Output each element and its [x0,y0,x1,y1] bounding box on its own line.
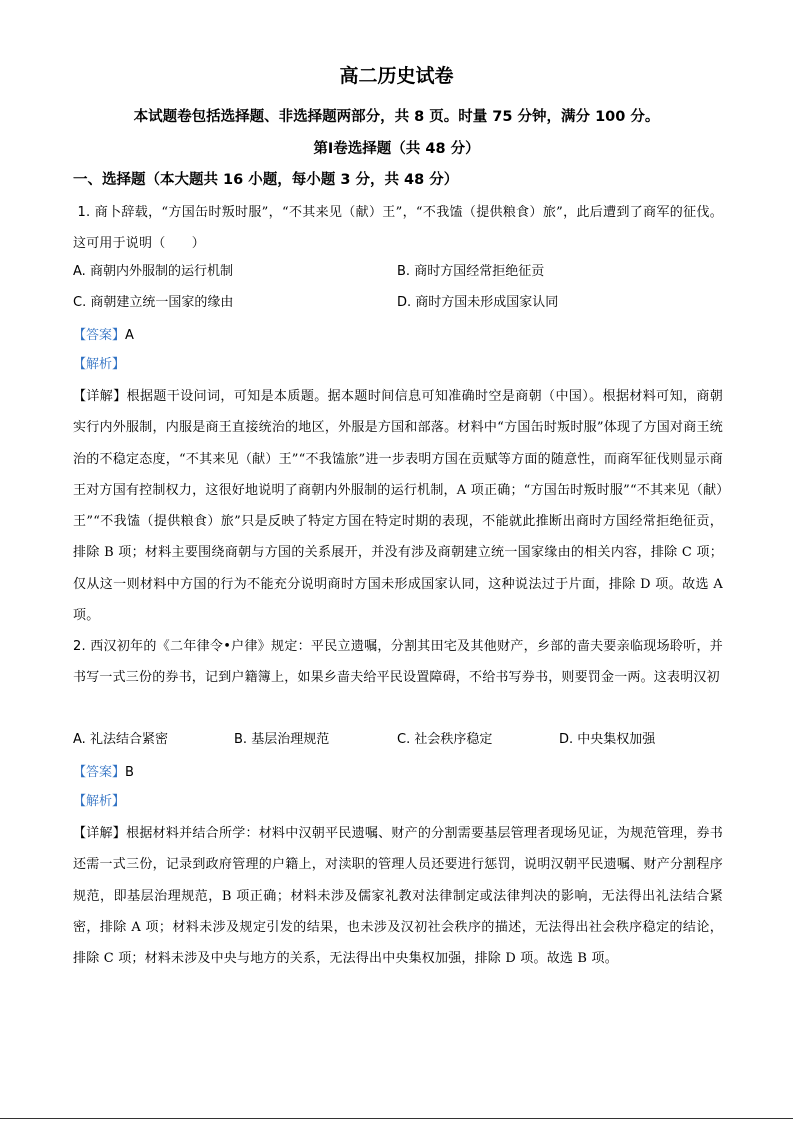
volume-heading: 第Ⅰ卷选择题（共 48 分） [313,141,480,157]
question-2-number: 2. [73,639,86,654]
question-1-option-c: C. 商朝建立统一国家的缘由 [73,295,234,310]
detail-label: 【详解】 [73,826,127,841]
question-2-text: 西汉初年的《二年律令•户律》规定：平民立遗嘱，分割其田宅及其他财产，乡部的啬夫要亲临现场聆听，并书写一式三份的券书，记到户籍簿上，如果乡啬夫给平民设置障碍，不给书写券书，则要罚金一两。这表明汉初 [73,639,723,686]
section-heading: 一、选择题（本大题共 16 小题，每小题 3 分，共 48 分） [73,172,459,188]
question-1-analysis-label: 【解析】 [73,357,126,372]
question-2-option-a: A. 礼法结合紧密 [73,732,168,747]
detail-label: 【详解】 [73,389,127,404]
question-1-option-d: D. 商时方国未形成国家认同 [397,295,559,310]
question-2-option-b: B. 基层治理规范 [234,732,330,747]
question-2-stem [73,631,723,694]
question-2-option-d: D. 中央集权加强 [559,732,656,747]
question-1-text: 商卜辞载，“方国缶时叛时服”，“不其来见（献）王”，“不我馌（提供粮食）旅”，此后遭到了商军的征伐。这可用于说明（ ） [73,205,723,252]
exam-instructions: 本试题卷包括选择题、非选择题两部分，共 8 页。时量 75 分钟，满分 100 分。 [133,109,660,125]
question-2-analysis-label: 【解析】 [73,794,126,809]
question-1-answer: 【答案】A [73,328,134,343]
answer-value: A [125,328,134,343]
page-bottom-rule [0,1118,793,1119]
question-2-answer: 【答案】B [73,765,134,780]
question-1-option-b: B. 商时方国经常拒绝征贡 [397,264,545,279]
question-1-option-a: A. 商朝内外服制的运行机制 [73,264,233,279]
question-1-detail: 【详解】根据题干设问词，可知是本质题。据本题时间信息可知准确时空是商朝（中国）。根据材料可知，商朝实行内外服制，内服是商王直接统治的地区，外服是方国和部落。材料中“方国缶时叛时服”体现了方国对商王统治的不稳定态度，“不其来见（献）王”“不我馌旅”进一步表明方国在贡赋等方面的随意性，而商军征伐则显示商王对方国有控制权力，这很好地说明了商朝内外服制的运行机制，A 项正确；“方国缶时叛时服”“不其来见（献）王”“不我馌（提供粮食）旅”只是反映了特定方国在特定时期的表现，不能就此推断出商时方国经常拒绝征贡，排除 B 项；材料主要围绕商朝与方国的关系展开，并没有涉及商朝建立统一国家缘由的相关内容，排除 C 项；仅从这一则材料中方国的行为不能充分说明商时方国未形成国家认同，这种说法过于片面，排除 D 项。故选 A 项。 [73,389,723,624]
answer-value: B [125,765,134,780]
question-2-detail: 【详解】根据材料并结合所学：材料中汉朝平民遗嘱、财产的分割需要基层管理者现场见证，为规范管理，券书还需一式三份，记录到政府管理的户籍上，对渎职的管理人员还要进行惩罚，说明汉朝平民遗嘱、财产分割程序规范，即基层治理规范，B 项正确；材料未涉及儒家礼教对法律制定或法律判决的影响，无法得出礼法结合紧密，排除 A 项；材料未涉及规定引发的结果，也未涉及汉初社会秩序的描述，无法得出社会秩序稳定的结论，排除 C 项；材料未涉及中央与地方的关系，无法得出中央集权加强，排除 D 项。故选 B 项。 [73,826,723,967]
question-1-number: 1. [77,205,91,220]
question-2-option-c: C. 社会秩序稳定 [397,732,493,747]
question-1-stem [73,197,723,260]
page-title: 高二历史试卷 [339,65,454,87]
